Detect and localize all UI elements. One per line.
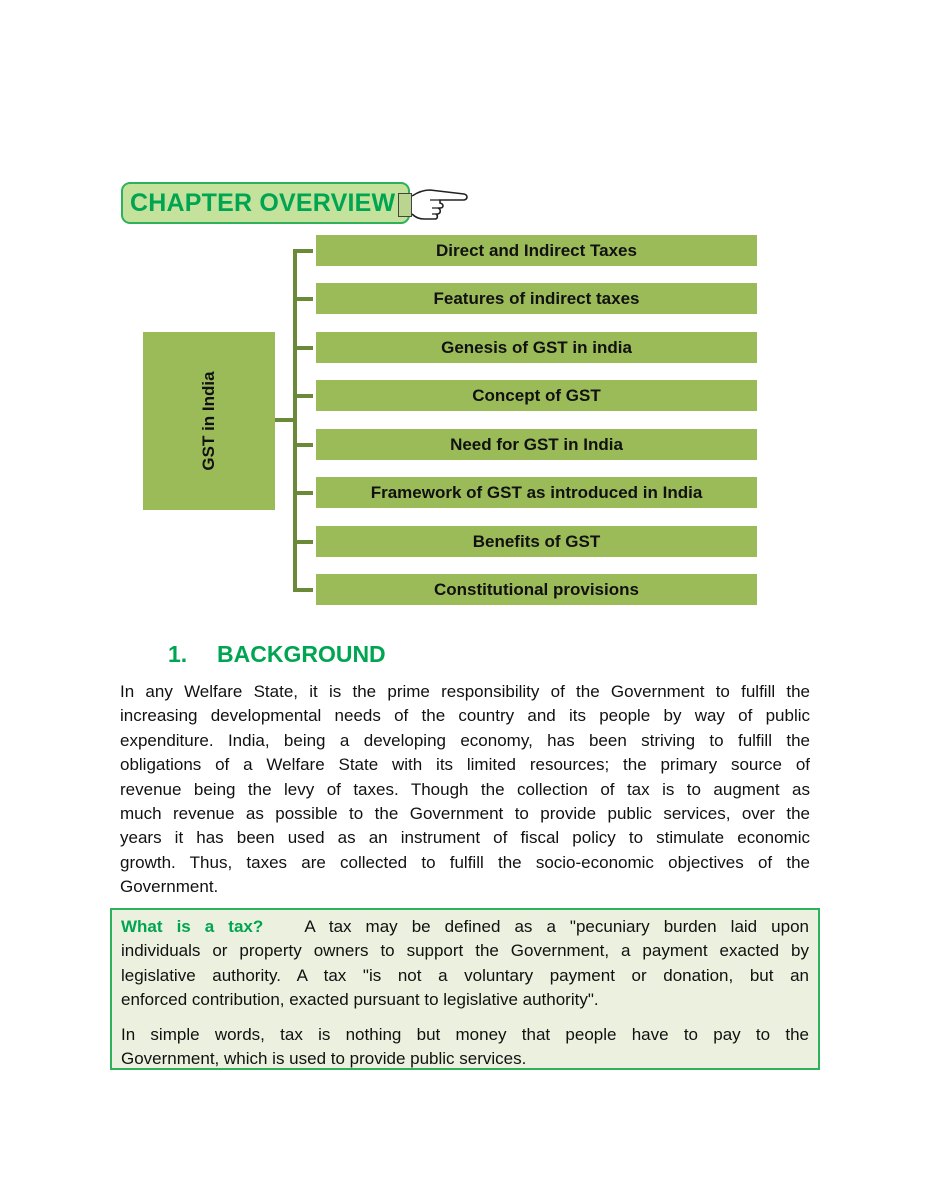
paragraph-line: years it has been used as an instrument of fiscal policy to stimulate economic	[120, 828, 810, 848]
definition-line: individuals or property owners to support the Government, a payment exacted by	[121, 941, 809, 961]
simple-words-line: In simple words, tax is nothing but money that people have to pay to the	[121, 1024, 809, 1044]
paragraph-line: expenditure. India, being a developing economy, has been striving to fulfill the	[120, 730, 810, 750]
simple-words-line: Government, which is used to provide public services.	[121, 1049, 527, 1069]
tax-definition-box	[110, 908, 820, 1070]
diagram-item: Benefits of GST	[316, 526, 757, 557]
connector-tick	[293, 540, 313, 544]
diagram-root-box	[143, 332, 275, 510]
diagram-item: Constitutional provisions	[316, 574, 757, 605]
diagram-item: Framework of GST as introduced in India	[316, 477, 757, 508]
definition-line: enforced contribution, exacted pursuant to legislative authority".	[121, 990, 599, 1010]
pointing-hand-icon	[410, 186, 470, 222]
definition-first-line	[121, 915, 809, 939]
definition-line: legislative authority. A tax "is not a voluntary payment or donation, but an	[121, 965, 809, 985]
section-title: BACKGROUND	[217, 641, 386, 667]
paragraph-line: much revenue as possible to the Government to provide public services, over the	[120, 804, 810, 824]
section-number: 1.	[168, 641, 188, 667]
connector-tick	[293, 491, 313, 495]
paragraph-line: growth. Thus, taxes are collected to fulfill the socio-economic objectives of the	[120, 852, 810, 872]
paragraph-line: increasing developmental needs of the country and its people by way of public	[120, 706, 810, 726]
connector-tick	[293, 443, 313, 447]
connector-tick	[293, 346, 313, 350]
connector-tick	[293, 394, 313, 398]
paragraph-line: In any Welfare State, it is the prime responsibility of the Government to fulfill the	[120, 682, 810, 701]
diagram-item: Direct and Indirect Taxes	[316, 235, 757, 266]
connector-line	[275, 418, 295, 422]
connector-tick	[293, 249, 313, 253]
diagram-item: Concept of GST	[316, 380, 757, 411]
diagram-item: Need for GST in India	[316, 429, 757, 460]
paragraph-line: obligations of a Welfare State with its limited resources; the primary source of	[120, 755, 810, 775]
connector-tick	[293, 588, 313, 592]
diagram-item: Features of indirect taxes	[316, 283, 757, 314]
definition-text: A tax may be defined as a "pecuniary burden laid upon	[304, 917, 809, 936]
paragraph-line: revenue being the levy of taxes. Though the collection of tax is to augment as	[120, 779, 810, 799]
diagram-root-label: GST in India	[199, 371, 218, 471]
diagram-item: Genesis of GST in india	[316, 332, 757, 363]
chapter-overview-banner	[121, 182, 410, 224]
paragraph-line: Government.	[120, 877, 219, 897]
chapter-overview-title: CHAPTER OVERVIEW	[130, 189, 396, 217]
tax-question: What is a tax?	[121, 917, 264, 936]
background-paragraph	[120, 680, 810, 900]
connector-tick	[293, 297, 313, 301]
